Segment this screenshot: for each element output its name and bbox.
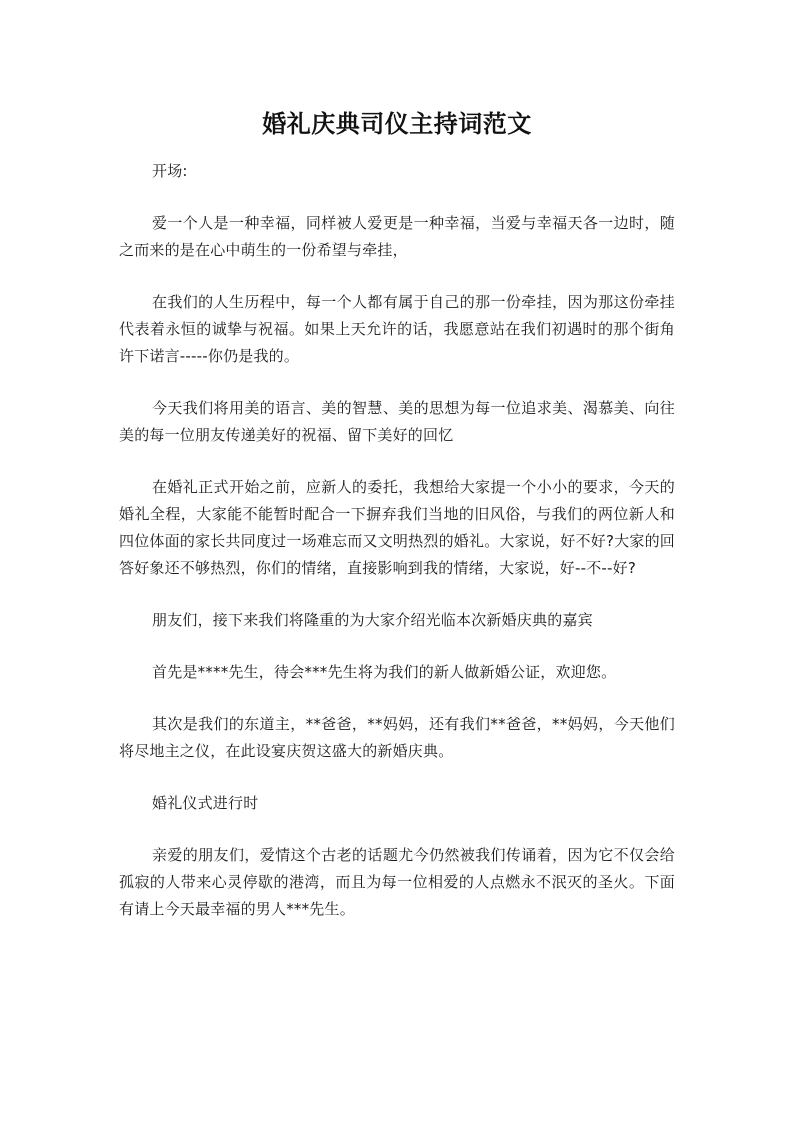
paragraph-1: 爱一个人是一种幸福，同样被人爱更是一种幸福，当爱与幸福天各一边时，随之而来的是在心中萌生的一份希望与牵挂，	[119, 214, 675, 259]
section-heading-opening: 开场:	[152, 162, 188, 180]
paragraph-6: 首先是****先生，待会***先生将为我们的新人做新婚公证，欢迎您。	[152, 663, 617, 681]
paragraph-9: 亲爱的朋友们，爱情这个古老的话题尤今仍然被我们传诵着，因为它不仅会给孤寂的人带来心灵停歇的港湾，而且为每一位相爱的人点燃永不泯灭的圣火。下面有请上今天最幸福的男人***先生。	[119, 846, 675, 918]
paragraph-7: 其次是我们的东道主，**爸爸，**妈妈，还有我们**爸爸，**妈妈，今天他们将尽地主之仪，在此设宴庆贺这盛大的新婚庆典。	[119, 715, 675, 760]
section-heading-ceremony: 婚礼仪式进行时	[152, 794, 259, 812]
paragraph-2: 在我们的人生历程中，每一个人都有属于自己的那一份牵挂，因为那这份牵挂代表着永恒的诚挚与祝福。如果上天允许的话，我愿意站在我们初遇时的那个街角许下诺言-----你仍是我的。	[119, 293, 675, 365]
paragraph-3: 今天我们将用美的语言、美的智慧、美的思想为每一位追求美、渴慕美、向往美的每一位朋友传递美好的祝福、留下美好的回忆	[119, 399, 675, 444]
document-body	[119, 158, 675, 948]
paragraph-4: 在婚礼正式开始之前，应新人的委托，我想给大家提一个小小的要求，今天的婚礼全程，大家能不能暂时配合一下摒弃我们当地的旧风俗，与我们的两位新人和四位体面的家长共同度过一场难忘而又文明热烈的婚礼。大家说，好不好?大家的回答好象还不够热烈，你们的情绪，直接影响到我的情绪，大家说，好--不--好?	[119, 478, 675, 577]
paragraph-5: 朋友们，接下来我们将隆重的为大家介绍光临本次新婚庆典的嘉宾	[152, 611, 593, 629]
document-title: 婚礼庆典司仪主持词范文	[262, 110, 532, 138]
